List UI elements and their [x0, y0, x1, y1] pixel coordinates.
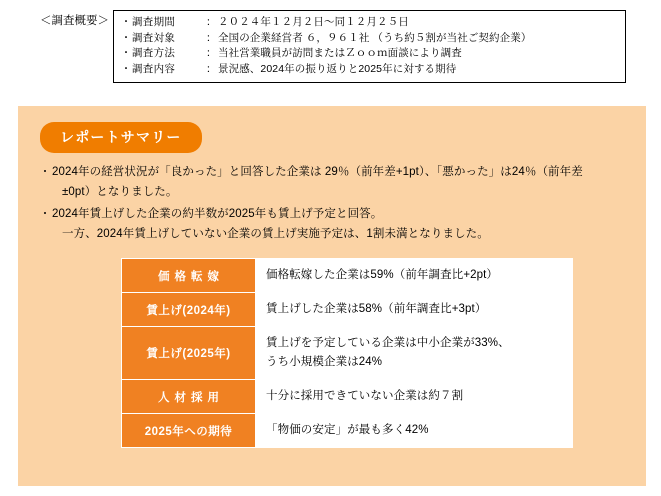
table-row-key: 2025年への期待: [122, 414, 256, 448]
table-row: [122, 327, 573, 380]
survey-overview-box: [113, 10, 626, 83]
survey-overview: [40, 10, 626, 83]
survey-overview-title: ＜調査概要＞: [40, 15, 109, 27]
overview-row-colon: ：: [206, 31, 217, 44]
overview-row: [120, 31, 619, 47]
overview-row-label: 調査方法: [132, 47, 176, 59]
summary-bullet-text: [52, 204, 638, 244]
table-row-key: 人材採用: [122, 380, 256, 414]
overview-row-colon: ：: [206, 62, 217, 75]
overview-row-label: 調査期間: [132, 16, 176, 28]
table-row-value: [256, 293, 573, 327]
table-row: [122, 414, 573, 448]
summary-bullet-line2: 一方、2024年賃上げしていない企業の賃上げ実施予定は、1割未満となりました。: [62, 228, 489, 240]
summary-bullet-text: [52, 162, 638, 202]
summary-bullet-line1: 2024年の経営状況が「良かった」と回答した企業は 29％（前年差+1pt）、「悪かった」は24％（前年差: [52, 166, 583, 178]
table-value-line1: 十分に採用できていない企業は約７割: [266, 390, 464, 402]
table-value-line1: 「物価の安定」が最も多く42%: [266, 424, 429, 436]
table-row: [122, 293, 573, 327]
bullet-icon: ・: [39, 166, 51, 178]
table-row: [122, 259, 573, 293]
table-row-value: [256, 259, 573, 293]
table-row-value: [256, 327, 573, 380]
table-value-line2: うち小規模企業は24%: [266, 356, 383, 368]
table-value-line1: 賃上げした企業は58%（前年調査比+3pt）: [266, 303, 487, 315]
overview-row-colon: ：: [206, 16, 217, 28]
overview-row-value: 当社営業職員が訪問またはＺｏｏｍ面談により調査: [218, 47, 462, 59]
table-row-value: [256, 414, 573, 448]
bullet-icon: ・: [121, 63, 131, 75]
overview-row-value: ２０２４年１２月２日～同１２月２５日: [218, 16, 409, 28]
overview-row: [120, 62, 619, 78]
summary-bullet-line1: 2024年賃上げした企業の約半数が2025年も賃上げ予定と回答。: [52, 208, 383, 220]
overview-row-label: 調査内容: [132, 62, 176, 75]
table-row-key: 賃上げ(2024年): [122, 293, 256, 327]
bullet-icon: ・: [121, 48, 131, 59]
overview-row-value: 景況感、2024年の振り返りと2025年に対する期待: [218, 62, 457, 75]
summary-table: [121, 258, 573, 448]
summary-bullet-item: [38, 204, 638, 244]
table-value-line1: 価格転嫁した企業は59%（前年調査比+2pt）: [266, 269, 499, 281]
bullet-icon: ・: [121, 17, 131, 28]
overview-row-label: 調査対象: [132, 31, 176, 44]
overview-row-value: 全国の企業経営者 ６，９６１社 （うち約５割が当社ご契約企業）: [218, 31, 532, 44]
table-row: [122, 380, 573, 414]
table-row-key: 賃上げ(2025年): [122, 327, 256, 380]
overview-row: [120, 46, 619, 62]
report-summary-badge: レポートサマリー: [40, 122, 202, 153]
table-row-value: [256, 380, 573, 414]
bullet-icon: ・: [39, 208, 51, 220]
overview-row-colon: ：: [206, 47, 217, 59]
table-value-line1: 賃上げを予定している企業は中小企業が33%、: [266, 337, 510, 349]
summary-bullet-list: [38, 162, 638, 246]
summary-bullet-item: [38, 162, 638, 202]
table-row-key: 価格転嫁: [122, 259, 256, 293]
summary-bullet-line2: ±0pt）となりました。: [62, 186, 178, 198]
overview-row: [120, 15, 619, 31]
bullet-icon: ・: [121, 32, 131, 44]
report-summary-panel: [18, 106, 646, 486]
